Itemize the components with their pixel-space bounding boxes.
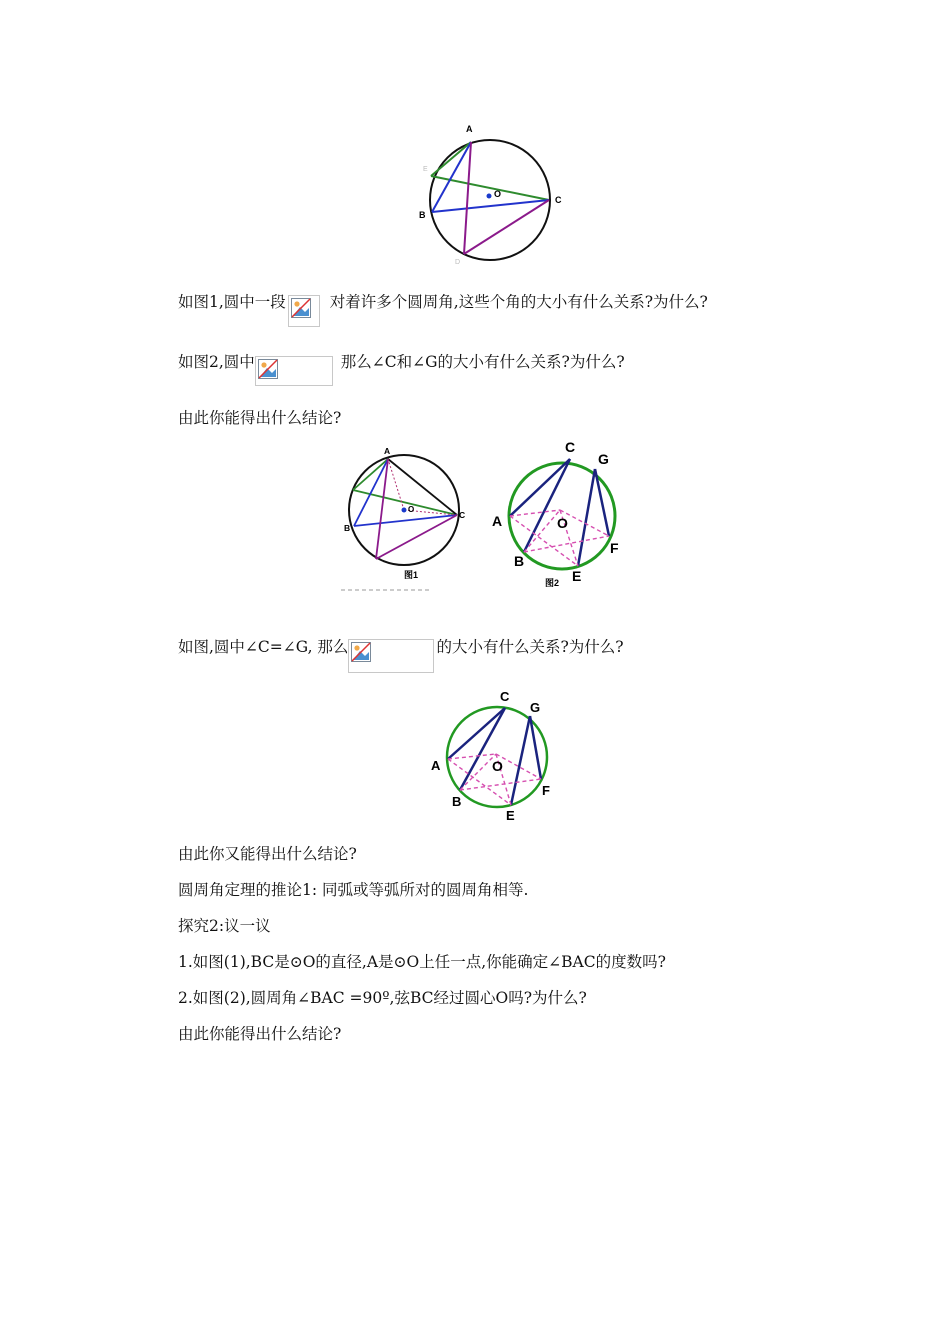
label-d: D <box>455 259 461 266</box>
question-1: 如图1,圆中一段 对着许多个圆周角,这些个角的大小有什么关系?为什么? <box>178 287 708 319</box>
label-b: B <box>452 794 462 809</box>
broken-image <box>255 356 333 386</box>
figure-pair-right <box>488 436 628 591</box>
chord-e-a <box>431 142 471 176</box>
label-b: B <box>514 553 525 569</box>
label-c: C <box>459 510 466 520</box>
label-a: A <box>384 446 391 456</box>
question-4: 如图,圆中∠C=∠G, 那么 的大小有什么关系?为什么? <box>178 631 624 665</box>
label-a: A <box>466 124 473 134</box>
label-c: C <box>500 689 510 704</box>
chord-a-d <box>464 142 471 254</box>
label-a: A <box>492 513 503 529</box>
question-5: 由此你又能得出什么结论? <box>178 845 357 863</box>
label-o: O <box>494 189 502 199</box>
label-b: B <box>419 210 426 220</box>
chord-a-d <box>376 459 388 559</box>
figure-1 <box>415 118 575 268</box>
chord-a-b <box>354 459 388 526</box>
theorem-corollary: 圆周角定理的推论1: 同弧或等弧所对的圆周角相等. <box>178 881 529 899</box>
label-o: O <box>557 515 568 531</box>
broken-image <box>348 639 434 673</box>
image-placeholder-icon <box>291 298 311 318</box>
chord-e-g <box>578 469 595 566</box>
explore-item-1: 1.如图(1),BC是⊙O的直径,A是⊙O上任一点,你能确定∠BAC的度数吗? <box>178 953 666 971</box>
label-f: F <box>542 783 550 798</box>
circle <box>430 140 550 260</box>
center-dot <box>487 194 492 199</box>
figure-3 <box>428 684 568 824</box>
label-e: E <box>423 166 428 173</box>
question-3: 由此你能得出什么结论? <box>178 409 342 427</box>
label-a: A <box>431 758 441 773</box>
label-f: F <box>610 540 619 556</box>
caption-fig2: 图2 <box>545 578 560 588</box>
chord-a-c <box>448 708 505 759</box>
image-placeholder-icon <box>351 642 371 662</box>
label-g: G <box>530 700 541 715</box>
question-6: 由此你能得出什么结论? <box>178 1025 342 1043</box>
image-placeholder-icon <box>258 359 278 379</box>
explore-item-2: 2.如图(2),圆周角∠BAC =90º,弦BC经过圆心O吗?为什么? <box>178 989 587 1007</box>
caption-fig1: 图1 <box>404 570 419 580</box>
label-o: O <box>408 505 415 514</box>
label-c: C <box>565 439 576 455</box>
figure-pair-left <box>340 438 470 596</box>
chord-e-a <box>353 459 388 490</box>
label-c: C <box>555 195 562 205</box>
label-e: E <box>572 568 582 584</box>
chord-b-c <box>460 708 505 790</box>
label-g: G <box>598 451 609 467</box>
center-dot <box>402 508 407 513</box>
chord-e-g <box>511 716 530 805</box>
question-2: 如图2,圆中 那么∠C和∠G的大小有什么关系?为什么? <box>178 348 625 378</box>
label-b: B <box>344 523 351 533</box>
label-o: O <box>492 758 503 774</box>
broken-image <box>288 295 320 327</box>
label-e: E <box>506 808 515 823</box>
explore-heading: 探究2:议一议 <box>178 917 271 935</box>
